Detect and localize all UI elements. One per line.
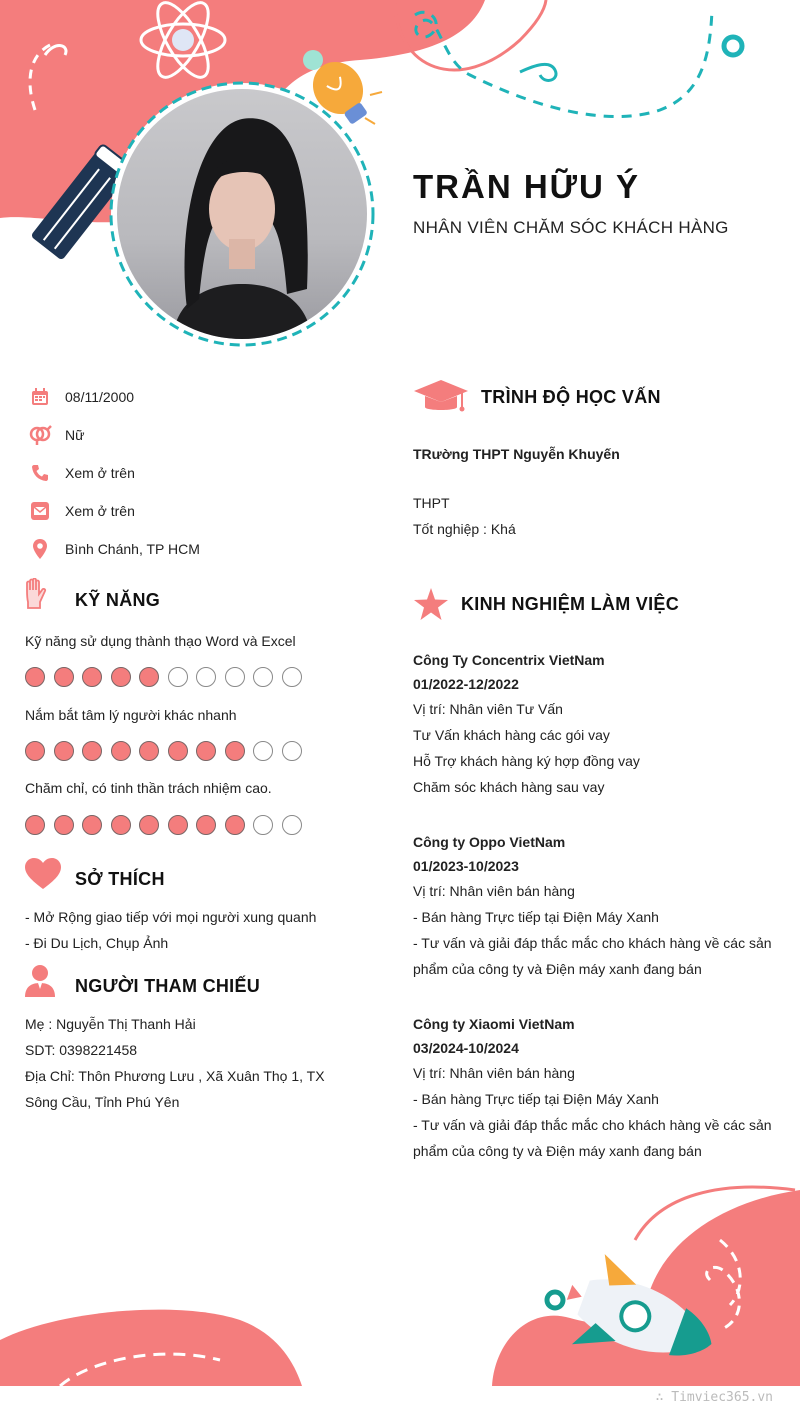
- job-company: Công Ty Concentrix VietNam: [413, 652, 605, 668]
- job-line: Vị trí: Nhân viên Tư Vấn: [413, 701, 563, 717]
- job-period: 03/2024-10/2024: [413, 1040, 519, 1056]
- job-entry: [413, 1012, 772, 1164]
- rating-dot-filled: [82, 667, 102, 687]
- heart-icon: [25, 858, 61, 895]
- job-line: - Bán hàng Trực tiếp tại Điện Máy Xanh: [413, 1091, 659, 1107]
- skill-rating: [25, 667, 302, 687]
- rating-dot-filled: [225, 741, 245, 761]
- info-text: Bình Chánh, TP HCM: [65, 541, 200, 557]
- phone-icon: [28, 461, 52, 485]
- skill-label: Chăm chỉ, có tinh thần trách nhiệm cao.: [25, 780, 272, 796]
- watermark: ∴ Timviec365.vn: [655, 1390, 773, 1405]
- rating-dot-filled: [82, 741, 102, 761]
- rating-dot-filled: [25, 667, 45, 687]
- job-line: Chăm sóc khách hàng sau vay: [413, 779, 605, 795]
- job-line: Tư Vấn khách hàng các gói vay: [413, 727, 610, 743]
- rating-dot-empty: [196, 667, 216, 687]
- skill-rating: [25, 815, 302, 835]
- info-row-birthdate: [28, 385, 134, 409]
- info-text: 08/11/2000: [65, 389, 135, 405]
- hand-icon: [24, 578, 48, 615]
- job-entry: [413, 830, 772, 982]
- job-entry: [413, 648, 640, 800]
- rating-dot-empty: [253, 741, 273, 761]
- job-line: Vị trí: Nhân viên bán hàng: [413, 883, 575, 899]
- rating-dot-filled: [168, 815, 188, 835]
- job-line: - Bán hàng Trực tiếp tại Điện Máy Xanh: [413, 909, 659, 925]
- info-text: Nữ: [65, 427, 85, 443]
- rating-dot-empty: [168, 667, 188, 687]
- hobbies-title: SỞ THÍCH: [75, 869, 165, 889]
- rating-dot-empty: [225, 667, 245, 687]
- email-icon: [28, 499, 52, 523]
- rating-dot-filled: [139, 815, 159, 835]
- rating-dot-filled: [111, 741, 131, 761]
- rating-dot-empty: [282, 741, 302, 761]
- rating-dot-filled: [54, 667, 74, 687]
- rating-dot-filled: [82, 815, 102, 835]
- rating-dot-filled: [196, 741, 216, 761]
- rating-dot-filled: [25, 815, 45, 835]
- job-company: Công ty Xiaomi VietNam: [413, 1016, 575, 1032]
- experience-title: KINH NGHIỆM LÀM VIỆC: [461, 594, 680, 614]
- info-text: Xem ở trên: [65, 465, 135, 481]
- reference-line: Mẹ : Nguyễn Thị Thanh Hải: [25, 1016, 196, 1032]
- rating-dot-empty: [253, 815, 273, 835]
- job-line: - Tư vấn và giải đáp thắc mắc cho khách hàng về các sản: [413, 1117, 772, 1133]
- job-title: NHÂN VIÊN CHĂM SÓC KHÁCH HÀNG: [413, 218, 729, 237]
- rating-dot-filled: [54, 741, 74, 761]
- rating-dot-filled: [196, 815, 216, 835]
- hobby-line: - Mở Rộng giao tiếp với mọi người xung quanh: [25, 909, 317, 925]
- job-line: Hỗ Trợ khách hàng ký hợp đồng vay: [413, 753, 640, 769]
- job-line: phẩm của công ty và Điện máy xanh đang bán: [413, 961, 702, 977]
- skills-title: KỸ NĂNG: [75, 590, 161, 610]
- info-row-gender: [28, 423, 84, 447]
- education-title: TRÌNH ĐỘ HỌC VẤN: [481, 387, 661, 407]
- info-text: Xem ở trên: [65, 503, 135, 519]
- job-line: - Tư vấn và giải đáp thắc mắc cho khách hàng về các sản: [413, 935, 772, 951]
- job-company: Công ty Oppo VietNam: [413, 834, 566, 850]
- rating-dot-filled: [225, 815, 245, 835]
- rating-dot-filled: [54, 815, 74, 835]
- rating-dot-empty: [282, 667, 302, 687]
- calendar-icon: [28, 385, 52, 409]
- rating-dot-filled: [139, 741, 159, 761]
- reference-line: Địa Chỉ: Thôn Phương Lưu , Xã Xuân Thọ 1, TX: [25, 1068, 325, 1084]
- education-result: Tốt nghiệp : Khá: [413, 521, 516, 537]
- job-line: phẩm của công ty và Điện máy xanh đang bán: [413, 1143, 702, 1159]
- person-icon: [25, 965, 55, 1002]
- references-title: NGƯỜI THAM CHIẾU: [75, 976, 261, 996]
- rating-dot-filled: [139, 667, 159, 687]
- rating-dot-empty: [253, 667, 273, 687]
- candidate-name: TRẦN HỮU Ý: [413, 168, 641, 205]
- job-period: 01/2022-12/2022: [413, 676, 519, 692]
- rating-dot-filled: [111, 667, 131, 687]
- star-icon: [414, 588, 448, 625]
- location-icon: [28, 537, 52, 561]
- school-name: TRường THPT Nguyễn Khuyến: [413, 446, 620, 462]
- skill-rating: [25, 741, 302, 761]
- rating-dot-filled: [168, 741, 188, 761]
- graduation-cap-icon: [414, 380, 468, 419]
- reference-line: Sông Cầu, Tỉnh Phú Yên: [25, 1094, 180, 1110]
- job-period: 01/2023-10/2023: [413, 858, 519, 874]
- skill-label: Kỹ năng sử dụng thành thạo Word và Excel: [25, 633, 296, 649]
- info-row-address: [28, 537, 200, 561]
- job-line: Vị trí: Nhân viên bán hàng: [413, 1065, 575, 1081]
- info-row-phone: [28, 461, 135, 485]
- profile-photo: [117, 89, 367, 339]
- skill-label: Nắm bắt tâm lý người khác nhanh: [25, 707, 237, 723]
- education-level: THPT: [413, 495, 450, 511]
- watermark-text: Timviec365.vn: [671, 1390, 773, 1405]
- info-row-email: [28, 499, 135, 523]
- reference-line: SDT: 0398221458: [25, 1042, 138, 1058]
- hobby-line: - Đi Du Lịch, Chụp Ảnh: [25, 935, 169, 951]
- gender-icon: [28, 423, 52, 447]
- rating-dot-filled: [25, 741, 45, 761]
- rating-dot-empty: [282, 815, 302, 835]
- rating-dot-filled: [111, 815, 131, 835]
